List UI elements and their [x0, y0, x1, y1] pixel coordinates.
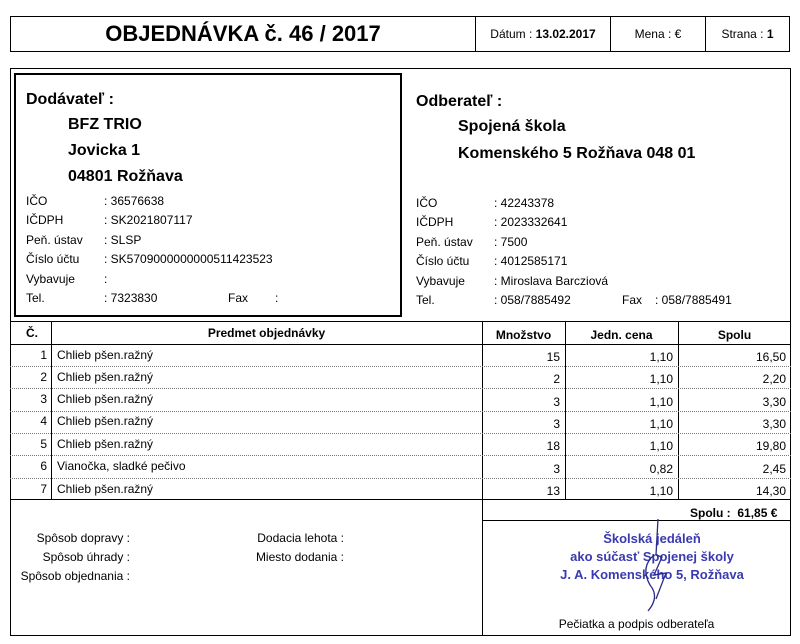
row-total: 3,30 [762, 395, 786, 409]
row-divider [10, 388, 791, 389]
row-divider [10, 366, 791, 367]
row-item: Chlieb pšen.ražný [57, 482, 154, 496]
row-total: 14,30 [755, 484, 786, 498]
row-unit-price: 1,10 [649, 395, 673, 409]
supplier-tel-value: : 7323830 [104, 291, 158, 305]
currency-label: Mena : [634, 27, 672, 41]
customer-account-label: Číslo účtu [416, 254, 470, 268]
row-num: 6 [40, 459, 47, 473]
supplier-icdph-label: IČDPH [26, 213, 64, 227]
supplier-handler-label: Vybavuje [26, 272, 75, 286]
customer-bank-value: : 7500 [494, 235, 528, 249]
supplier-ico-label: IČO [26, 194, 48, 208]
supplier-fax-value: : [275, 291, 279, 305]
customer-fax-value: : 058/7885491 [655, 293, 732, 307]
row-divider [10, 478, 791, 479]
customer-account-value: : 4012585171 [494, 254, 568, 268]
supplier-tel-label: Tel. [26, 291, 45, 305]
row-unit-price: 1,10 [649, 350, 673, 364]
row-num: 3 [40, 392, 47, 406]
row-qty: 3 [553, 395, 560, 409]
row-item: Vianočka, sladké pečivo [57, 459, 186, 473]
row-total: 2,20 [762, 372, 786, 386]
supplier-handler-value: : [104, 272, 108, 286]
page-cell [706, 16, 790, 52]
stamp-line: Školská jedáleň [603, 531, 701, 546]
date-cell [476, 16, 611, 52]
grand-total-value: 61,85 € [737, 506, 778, 520]
row-unit-price: 0,82 [649, 462, 673, 476]
customer-icdph-value: : 2023332641 [494, 215, 568, 229]
order-method-label: Spôsob objednania : [20, 569, 130, 583]
currency-cell [611, 16, 706, 52]
header-divider [10, 344, 791, 345]
customer-fax-label: Fax [622, 293, 643, 307]
supplier-fax-label: Fax [228, 291, 249, 305]
stamp-line: J. A. Komenského 5, Rožňava [560, 567, 744, 582]
row-divider [10, 411, 791, 412]
row-qty: 2 [553, 372, 560, 386]
customer-tel-label: Tel. [416, 293, 435, 307]
row-item: Chlieb pšen.ražný [57, 392, 154, 406]
row-num: 4 [40, 414, 47, 428]
page-value: 1 [766, 27, 774, 41]
signature-label: Pečiatka a podpis odberateľa [558, 617, 715, 631]
transport-label: Spôsob dopravy : [36, 531, 130, 545]
row-unit-price: 1,10 [649, 439, 673, 453]
row-unit-price: 1,10 [649, 417, 673, 431]
row-num: 5 [40, 437, 47, 451]
supplier-name: BFZ TRIO [68, 116, 142, 133]
row-qty: 13 [546, 484, 560, 498]
payment-label: Spôsob úhrady : [42, 550, 130, 564]
grand-total-label: Spolu : [690, 506, 731, 520]
customer-ico-value: : 42243378 [494, 196, 555, 210]
row-total: 19,80 [755, 439, 786, 453]
row-total: 3,30 [762, 417, 786, 431]
stamp-line: ako súčasť Spojenej školy [570, 549, 734, 564]
customer-bank-label: Peň. ústav [416, 235, 473, 249]
row-item: Chlieb pšen.ražný [57, 414, 154, 428]
customer-address: Komenského 5 Rožňava 048 01 [458, 145, 696, 162]
row-qty: 15 [546, 350, 560, 364]
supplier-account-value: : SK5709000000000511423523 [104, 252, 273, 266]
supplier-city: 04801 Rožňava [68, 168, 183, 185]
col-header-num: Č. [26, 326, 38, 340]
supplier-bank-label: Peň. ústav [26, 233, 83, 247]
row-qty: 18 [546, 439, 560, 453]
supplier-account-label: Číslo účtu [26, 252, 80, 266]
row-num: 7 [40, 482, 47, 496]
row-item: Chlieb pšen.ražný [57, 348, 154, 362]
delivery-time-label: Dodacia lehota : [257, 531, 344, 545]
supplier-title: Dodávateľ : [26, 91, 114, 108]
customer-title: Odberateľ : [416, 93, 503, 110]
customer-tel-value: : 058/7885492 [494, 293, 571, 307]
row-qty: 3 [553, 417, 560, 431]
delivery-place-label: Miesto dodania : [255, 550, 344, 564]
row-divider [10, 455, 791, 456]
date-value: 13.02.2017 [535, 27, 596, 41]
grand-total [690, 506, 777, 520]
row-num: 1 [40, 348, 47, 362]
customer-handler-value: : Miroslava Barcziová [494, 274, 609, 288]
col-header-qty: Množstvo [495, 328, 552, 342]
row-item: Chlieb pšen.ražný [57, 437, 154, 451]
row-divider [10, 433, 791, 434]
supplier-bank-value: : SLSP [104, 233, 142, 247]
row-unit-price: 1,10 [649, 372, 673, 386]
customer-handler-label: Vybavuje [416, 274, 465, 288]
col-header-total: Spolu [717, 328, 752, 342]
row-total: 2,45 [762, 462, 786, 476]
page-label: Strana : [721, 27, 764, 41]
supplier-icdph-value: : SK2021807117 [104, 213, 193, 227]
customer-icdph-label: IČDPH [416, 215, 454, 229]
row-num: 2 [40, 370, 47, 384]
row-item: Chlieb pšen.ražný [57, 370, 154, 384]
customer-name: Spojená škola [458, 118, 566, 135]
date-label: Dátum : [490, 27, 533, 41]
row-total: 16,50 [755, 350, 786, 364]
customer-ico-label: IČO [416, 196, 438, 210]
currency-value: € [674, 27, 682, 41]
supplier-street: Jovicka 1 [68, 142, 141, 159]
signature-mark [610, 515, 700, 615]
supplier-ico-value: : 36576638 [104, 194, 165, 208]
col-header-unit: Jedn. cena [590, 328, 653, 342]
row-qty: 3 [553, 462, 560, 476]
col-header-item: Predmet objednávky [207, 326, 326, 340]
order-title: OBJEDNÁVKA č. 46 / 2017 [10, 16, 476, 52]
row-unit-price: 1,10 [649, 484, 673, 498]
